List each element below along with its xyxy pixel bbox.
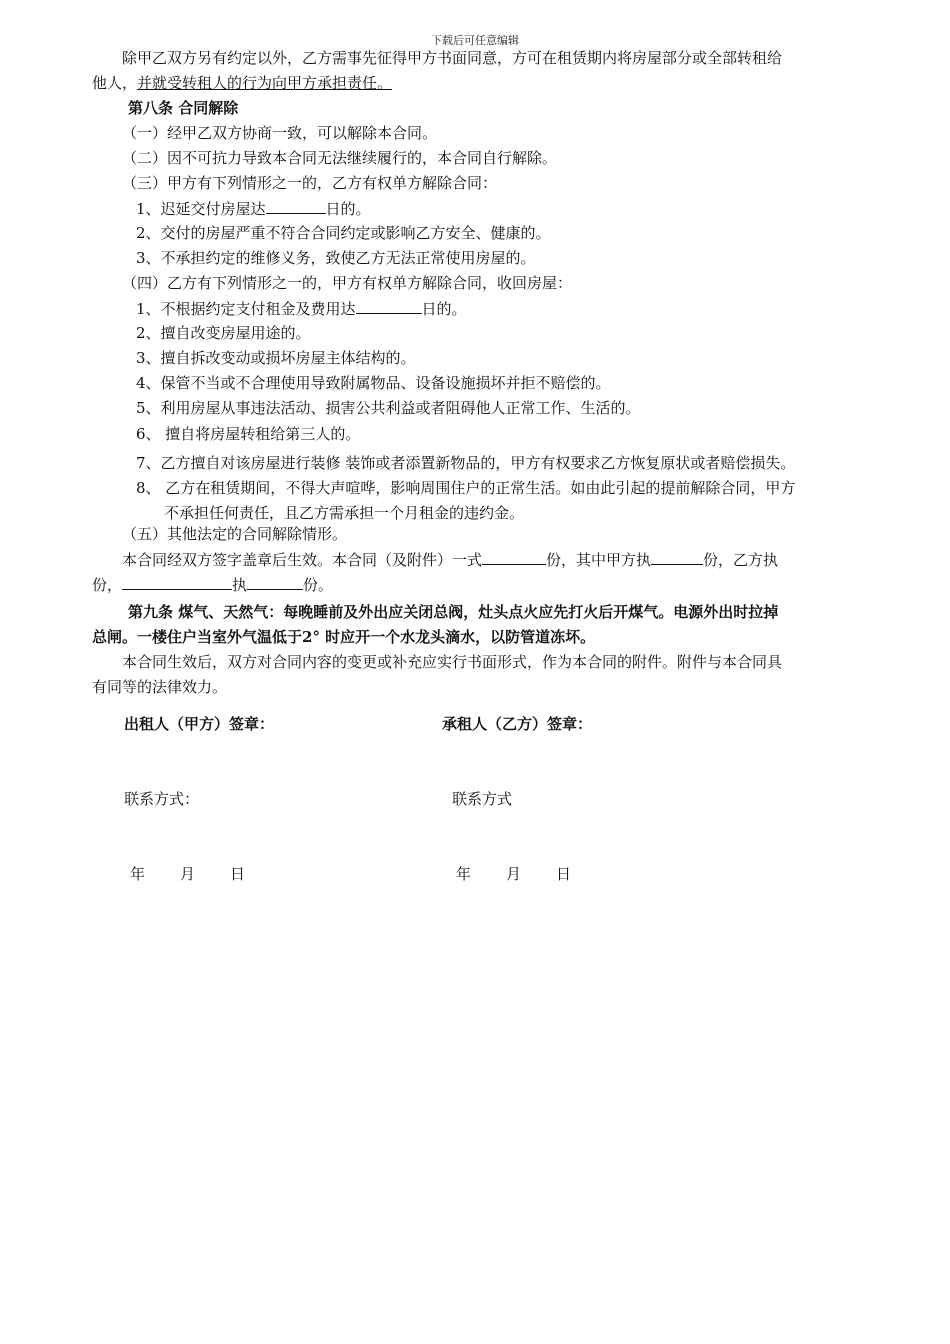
article-8-item-4-1 xyxy=(136,298,467,319)
effect-line-2 xyxy=(92,574,333,595)
article-8-item-4-8-line-2: 不承担任何责任，且乙方需承担一个月租金的违约金。 xyxy=(164,504,525,522)
effect-line-1-party-a: 份，其中甲方执 xyxy=(546,551,652,569)
article-8-item-4-2: 2、擅自改变房屋用途的。 xyxy=(136,324,311,342)
article-9-line-1: 第九条 煤气、天然气：每晚睡前及外出应关闭总阀，灶头点火应先打火后开煤气。电源外出时拉掉 xyxy=(128,603,779,621)
item-4-1-suffix: 日的。 xyxy=(421,300,467,318)
article-8-item-1: （一）经甲乙双方协商一致，可以解除本合同。 xyxy=(122,124,438,142)
lessee-date-day: 日 xyxy=(556,865,572,883)
item-3-1-text: 1、迟延交付房屋达 xyxy=(136,200,266,218)
article-8-title: 第八条 合同解除 xyxy=(128,99,239,117)
effect-line-1-party-b: 份，乙方执 xyxy=(703,551,779,569)
article-8-item-3-1 xyxy=(136,198,371,219)
copies-party-a-blank xyxy=(651,549,703,565)
sublease-line-2-prefix: 他人， xyxy=(92,74,138,92)
article-8-item-4-4: 4、保管不当或不合理使用导致附属物品、设备设施损坏并拒不赔偿的。 xyxy=(136,374,611,392)
article-8-item-2: （二）因不可抗力导致本合同无法继续履行的，本合同自行解除。 xyxy=(122,149,558,167)
lessor-contact-label: 联系方式： xyxy=(124,790,200,808)
article-8-item-3-3: 3、不承担约定的维修义务，致使乙方无法正常使用房屋的。 xyxy=(136,249,536,267)
article-8-item-4-8-line-1: 8、 乙方在租赁期间，不得大声喧哗，影响周围住户的正常生活。如由此引起的提前解除合同，甲方 xyxy=(136,479,796,497)
article-8-item-3-2: 2、交付的房屋严重不符合合同约定或影响乙方安全、健康的。 xyxy=(136,224,551,242)
lessee-signature-label: 承租人（乙方）签章： xyxy=(442,715,593,733)
item-3-1-suffix: 日的。 xyxy=(325,200,371,218)
lessor-signature-label: 出租人（甲方）签章： xyxy=(124,715,275,733)
lessor-date-month: 月 xyxy=(180,865,196,883)
copies-other-blank xyxy=(247,574,303,590)
effect-line-2-holder: 执 xyxy=(232,576,248,594)
article-8-item-3: （三）甲方有下列情形之一的，乙方有权单方解除合同： xyxy=(122,174,498,192)
amendment-line-2: 有同等的法律效力。 xyxy=(92,678,228,696)
copies-total-blank xyxy=(482,549,546,565)
article-8-item-4-7: 7、乙方擅自对该房屋进行装修 装饰或者添置新物品的，甲方有权要求乙方恢复原状或者赔偿损失。 xyxy=(136,454,796,472)
sublease-line-2-underlined: 并就受转租人的行为向甲方承担责任。 xyxy=(137,74,393,92)
effect-line-2-suffix: 份。 xyxy=(303,576,334,594)
effect-line-1-text: 本合同经双方签字盖章后生效。本合同（及附件）一式 xyxy=(122,551,483,569)
copies-party-b-blank xyxy=(122,574,232,590)
item-4-1-text: 1、不根据约定支付租金及费用达 xyxy=(136,300,356,318)
article-8-item-4-3: 3、擅自拆改变动或损坏房屋主体结构的。 xyxy=(136,349,416,367)
lessor-date-day: 日 xyxy=(230,865,246,883)
page-header-note: 下载后可任意编辑 xyxy=(431,34,519,47)
lessee-date-year: 年 xyxy=(456,865,472,883)
article-8-item-4-6: 6、 擅自将房屋转租给第三人的。 xyxy=(136,425,361,443)
article-8-item-4-5: 5、利用房屋从事违法活动、损害公共利益或者阻碍他人正常工作、生活的。 xyxy=(136,399,641,417)
lessee-date-month: 月 xyxy=(506,865,522,883)
article-9-line-2: 总闸。一楼住户当室外气温低于2° 时应开一个水龙头滴水，以防管道冻坏。 xyxy=(92,628,596,646)
unpaid-days-blank xyxy=(356,298,422,314)
article-8-item-5: （五）其他法定的合同解除情形。 xyxy=(122,525,348,543)
sublease-line-1: 除甲乙双方另有约定以外，乙方需事先征得甲方书面同意，方可在租赁期内将房屋部分或全部转租给 xyxy=(122,49,783,67)
sublease-line-2 xyxy=(92,73,392,93)
effect-line-2-prefix: 份， xyxy=(92,576,123,594)
lessee-contact-label: 联系方式 xyxy=(452,790,513,808)
article-8-item-4: （四）乙方有下列情形之一的，甲方有权单方解除合同，收回房屋： xyxy=(122,274,573,292)
lessor-date-year: 年 xyxy=(130,865,146,883)
effect-line-1 xyxy=(122,549,778,570)
delay-days-blank xyxy=(266,198,326,214)
amendment-line-1: 本合同生效后，双方对合同内容的变更或补充应实行书面形式，作为本合同的附件。附件与本合同具 xyxy=(122,653,783,671)
